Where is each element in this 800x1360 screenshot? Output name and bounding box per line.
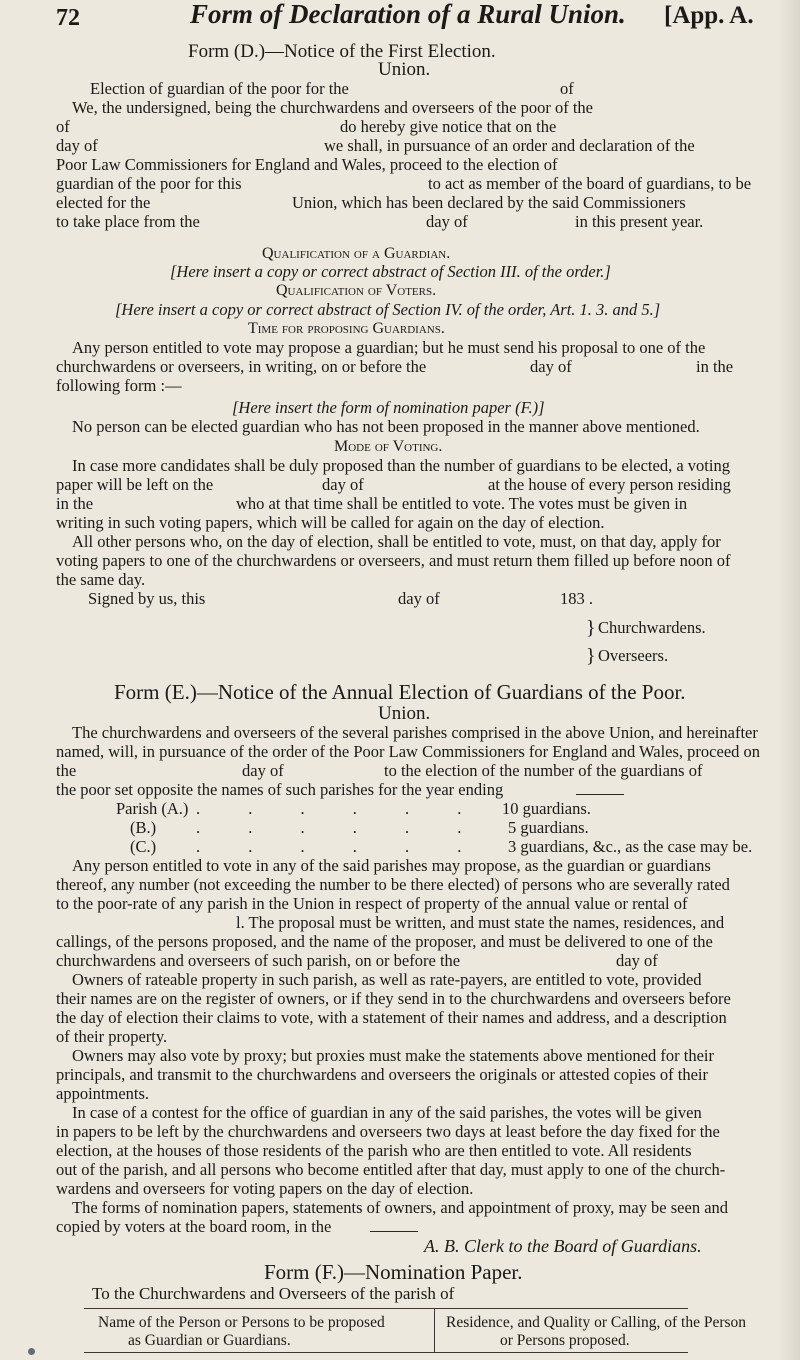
body-text: The forms of nomination papers, statements of owners, and appointment of proxy, may be seen and [72,1198,729,1217]
churchwardens-label: Churchwardens. [598,618,706,637]
leader-dots: . . . . . . [196,837,484,856]
body-text: the day of election their claims to vote, with a statement of their names and address, and a description [56,1008,727,1027]
body-text: day of [530,357,572,376]
table-header [0,1314,800,1354]
body-text: elected for the [56,193,151,212]
parish-name: (C.) [130,837,157,856]
signed-day: day of [398,589,440,608]
body-text: the same day. [56,570,146,589]
body-text: writing in such voting papers, which will be called for again on the day of election. [56,513,605,532]
clerk-signature: A. B. Clerk to the Board of Guardians. [424,1236,702,1256]
body-text: We, the undersigned, being the churchwardens and overseers of the poor of the [72,98,593,117]
body-text: to act as member of the board of guardians, to be [428,174,752,193]
column-header-residence: Residence, and Quality or Calling, of the Person [446,1314,747,1331]
column-header-name: Name of the Person or Persons to be proposed [98,1314,385,1331]
body-text: voting papers to one of the churchwardens or overseers, and must return them filled up before noon of [56,551,731,570]
body-text: the poor set opposite the names of such parishes for the year ending [56,780,504,799]
body-text: to the poor-rate of any parish in the Union in respect of property of the annual value or rental of [56,894,688,913]
body-text: Poor Law Commissioners for England and Wales, proceed to the election of [56,155,558,174]
column-header-residence: or Persons proposed. [500,1332,630,1349]
body-text: election, at the houses of those residents of the parish who are then entitled to vote. All residents [56,1141,692,1160]
body-text: day of [322,475,364,494]
parish-guardians: 3 guardians, &c., as the case may be. [508,837,753,856]
form-f-title-line [0,1262,800,1286]
qualification-voters-heading: Qualification of Voters. [276,282,437,299]
parish-guardians: 10 guardians. [502,799,591,818]
body-text: guardian of the poor for this [56,174,242,193]
body-text: day of [426,212,468,231]
body-text: churchwardens and overseers of such parish, on or before the [56,951,461,970]
body-text: out of the parish, and all persons who become entitled after that day, must apply to one of the church- [56,1160,726,1179]
body-text: thereof, any number (not exceeding the number to be there elected) of persons who are severally rated [56,875,730,894]
signed-by: Signed by us, this [88,589,206,608]
body-text: of their property. [56,1027,168,1046]
body-text: the [56,761,77,780]
parish-name: (B.) [130,818,157,837]
form-f-to: To the Churchwardens and Overseers of the parish of [92,1284,455,1303]
body-text: who at that time shall be entitled to vote. The votes must be given in [236,494,688,513]
qualification-guardian-heading: Qualification of a Guardian. [262,245,451,262]
body-text: l. The proposal must be written, and must state the names, residences, and [236,913,725,932]
parish-name: Parish (A.) [116,799,189,818]
body-text: The churchwardens and overseers of the several parishes comprised in the above Union, and hereinafter [72,723,758,742]
signature-line [0,1236,800,1258]
body-text: churchwardens or overseers, in writing, on or before the [56,357,427,376]
body-line [0,417,800,439]
body-text: wardens and overseers for voting papers on the day of election. [56,1179,474,1198]
blank-line [576,794,624,795]
form-d-heading-of: of [560,79,574,98]
body-text: day of [616,951,658,970]
body-text: day of [242,761,284,780]
form-e-union: Union. [378,703,431,724]
form-f-title: Form (F.)—Nomination Paper. [264,1260,523,1284]
table-top-rule [84,1308,688,1309]
body-line [0,376,800,398]
column-header-name: as Guardian or Guardians. [128,1332,291,1349]
body-text: Union, which has been declared by the said Commissioners [292,193,686,212]
parish-guardians: 5 guardians. [508,818,589,837]
churchwardens-line [0,618,800,640]
body-text: appointments. [56,1084,150,1103]
form-d-body-line [0,212,800,234]
brace-icon: } [586,645,596,667]
running-title: Form of Declaration of a Rural Union. [190,0,626,29]
overseers-line [0,646,800,668]
time-proposing-heading: Time for proposing Guardians. [248,320,445,337]
body-text: in the [696,357,734,376]
body-text: at the house of every person residing [488,475,731,494]
body-text: Any person entitled to vote may propose a guardian; but he must send his proposal to one of the [72,338,706,357]
form-d-title: Form (D.)—Notice of the First Election. [188,41,496,62]
brace-icon: } [586,617,596,639]
form-d-heading: Election of guardian of the poor for the [90,79,349,98]
body-text: In case more candidates shall be duly proposed than the number of guardians to be elected, a voting [72,456,730,475]
insert-section-iii: [Here insert a copy or correct abstract of Section III. of the order.] [170,262,611,281]
body-text: Owners may also vote by proxy; but proxies must make the statements above mentioned for their [72,1046,714,1065]
body-text: Owners of rateable property in such parish, as well as rate-payers, are entitled to vote, provided [72,970,702,989]
body-text: to take place from the [56,212,200,231]
leader-dots: . . . . . . [196,799,484,818]
body-text: day of [56,136,98,155]
form-e-title: Form (E.)—Notice of the Annual Election of Guardians of the Poor. [114,680,686,704]
body-text: copied by voters at the board room, in the [56,1217,332,1236]
body-text: of [56,117,70,136]
body-text: to the election of the number of the guardians of [384,761,703,780]
body-text: in papers to be left by the churchwardens and overseers two days at least before the day fixed for the [56,1122,720,1141]
leader-dots: . . . . . . [196,818,484,837]
table-header-rule [84,1352,688,1353]
body-text: following form :— [56,376,182,395]
mode-voting-heading: Mode of Voting. [334,438,443,455]
page-header [0,0,800,38]
body-text: callings, of the persons proposed, and the name of the proposer, and must be delivered to one of the [56,932,713,951]
body-text: named, will, in pursuance of the order of the Poor Law Commissioners for England and Wales, proceed on [56,742,761,761]
ink-spot [28,1348,35,1355]
form-d-union: Union. [378,59,431,80]
body-text: their names are on the register of owners, or if they send in to the churchwardens and overseers before [56,989,731,1008]
page-number: 72 [56,5,80,31]
insert-section-iv: [Here insert a copy or correct abstract of Section IV. of the order, Art. 1. 3. and 5.] [115,300,661,319]
body-text: in this present year. [575,212,704,231]
signed-year: 183 . [560,589,593,608]
body-text: do hereby give notice that on the [340,117,557,136]
form-f-to-line [0,1284,800,1306]
appendix-label: [App. A. [664,2,754,29]
body-text: in the [56,494,94,513]
body-text: principals, and transmit to the churchwardens and overseers the originals or attested copies of their [56,1065,708,1084]
signed-line [0,589,800,611]
blank-line [370,1231,418,1232]
overseers-label: Overseers. [598,646,669,665]
body-text: Any person entitled to vote in any of the said parishes may propose, as the guardian or guardians [72,856,711,875]
body-text: we shall, in pursuance of an order and declaration of the [324,136,695,155]
insert-nomination: [Here insert the form of nomination paper (F.)] [232,398,545,417]
body-text: paper will be left on the [56,475,214,494]
body-text: In case of a contest for the office of guardian in any of the said parishes, the votes will be given [72,1103,702,1122]
body-text: All other persons who, on the day of election, shall be entitled to vote, must, on that day, apply for [72,532,721,551]
body-text: No person can be elected guardian who has not been proposed in the manner above mentioned. [72,417,700,436]
